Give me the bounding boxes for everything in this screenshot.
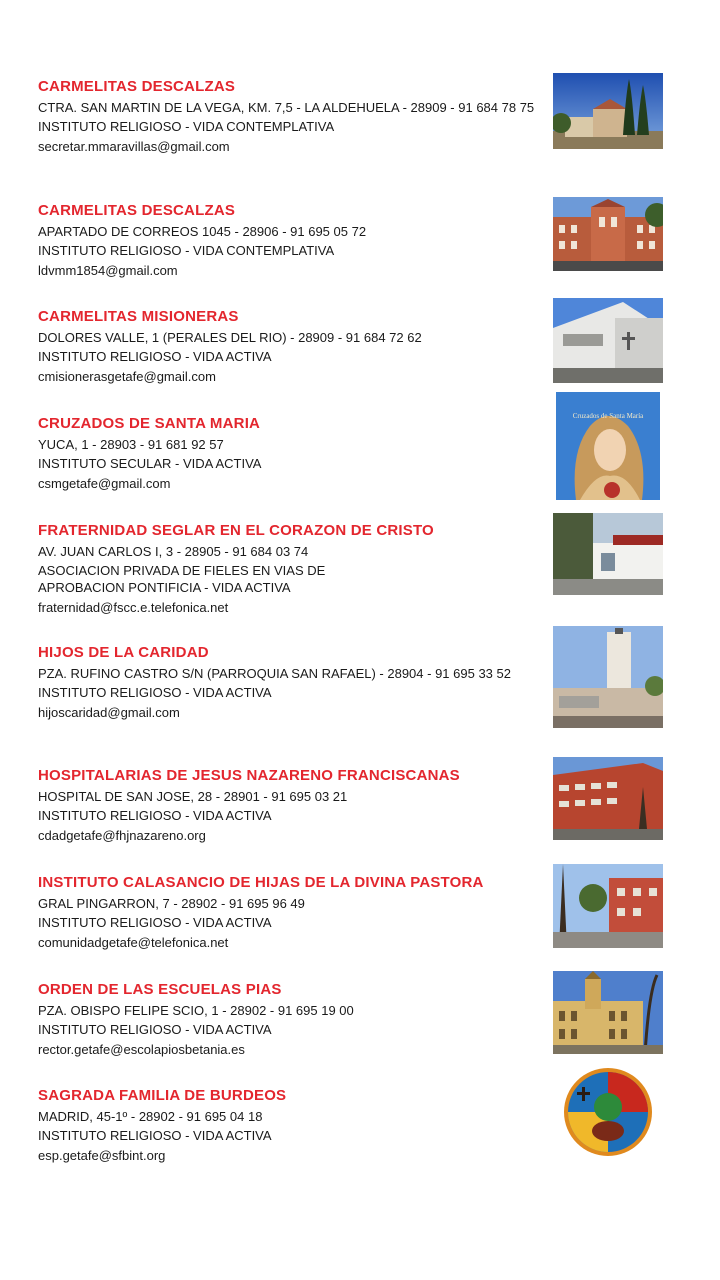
entry-type: INSTITUTO SECULAR - VIDA ACTIVA: [38, 456, 262, 471]
entry-name: CARMELITAS DESCALZAS: [38, 202, 236, 219]
entry-name: HOSPITALARIAS DE JESUS NAZARENO FRANCISCANAS: [38, 767, 460, 784]
photo-street-building: [553, 513, 663, 595]
photo-brick-building: [553, 197, 663, 271]
entry-address: PZA. RUFINO CASTRO S/N (PARROQUIA SAN RAFAEL) - 28904 - 91 695 33 52: [38, 666, 511, 681]
entry-address: CTRA. SAN MARTIN DE LA VEGA, KM. 7,5 - LA ALDEHUELA - 28909 - 91 684 78 75: [38, 100, 535, 115]
photo-holy-family-emblem: [556, 1067, 660, 1157]
photo-red-brick-hospital: [553, 757, 663, 840]
entry-email[interactable]: rector.getafe@escolapiosbetania.es: [38, 1042, 245, 1057]
photo-virgin-mary-statue: [556, 392, 660, 500]
entry-type: INSTITUTO RELIGIOSO - VIDA ACTIVA: [38, 1128, 272, 1143]
entry-carmelitas-misioneras: [38, 308, 538, 385]
photo-church-tower: [553, 626, 663, 728]
entry-email[interactable]: csmgetafe@gmail.com: [38, 476, 171, 491]
entry-type: INSTITUTO RELIGIOSO - VIDA ACTIVA: [38, 808, 272, 823]
entry-name: SAGRADA FAMILIA DE BURDEOS: [38, 1087, 287, 1104]
entry-email[interactable]: secretar.mmaravillas@gmail.com: [38, 139, 230, 154]
entry-hospitalarias-jesus-nazareno: [38, 767, 538, 844]
entry-type: INSTITUTO RELIGIOSO - VIDA CONTEMPLATIVA: [38, 243, 335, 258]
entry-type: INSTITUTO RELIGIOSO - VIDA CONTEMPLATIVA: [38, 119, 335, 134]
entry-email[interactable]: ldvmm1854@gmail.com: [38, 263, 178, 278]
entry-name: INSTITUTO CALASANCIO DE HIJAS DE LA DIVINA PASTORA: [38, 874, 484, 891]
entry-email[interactable]: cdadgetafe@fhjnazareno.org: [38, 828, 206, 843]
entry-email[interactable]: esp.getafe@sfbint.org: [38, 1148, 166, 1163]
entry-instituto-calasancio: [38, 874, 538, 951]
entry-email[interactable]: hijoscaridad@gmail.com: [38, 705, 180, 720]
entry-address: APARTADO DE CORREOS 1045 - 28906 - 91 695 05 72: [38, 224, 367, 239]
entry-address: YUCA, 1 - 28903 - 91 681 92 57: [38, 437, 224, 452]
entry-type: INSTITUTO RELIGIOSO - VIDA ACTIVA: [38, 915, 272, 930]
photo-white-church: [553, 298, 663, 383]
entry-address: AV. JUAN CARLOS I, 3 - 28905 - 91 684 03 74: [38, 544, 309, 559]
entry-carmelitas-descalzas-1: [38, 78, 538, 155]
photo-colegio-tower: [553, 971, 663, 1054]
entry-cruzados-de-santa-maria: [38, 415, 538, 492]
entry-orden-escuelas-pias: [38, 981, 538, 1058]
entry-hijos-de-la-caridad: [38, 644, 538, 721]
entry-address: HOSPITAL DE SAN JOSE, 28 - 28901 - 91 695 03 21: [38, 789, 348, 804]
entry-fraternidad-seglar: [38, 522, 538, 616]
photo-caption: Cruzados de Santa María: [572, 412, 644, 420]
entry-name: FRATERNIDAD SEGLAR EN EL CORAZON DE CRISTO: [38, 522, 434, 539]
entry-carmelitas-descalzas-2: [38, 202, 538, 279]
entry-email[interactable]: cmisionerasgetafe@gmail.com: [38, 369, 216, 384]
entry-name: CARMELITAS MISIONERAS: [38, 308, 239, 325]
entry-address: PZA. OBISPO FELIPE SCIO, 1 - 28902 - 91 695 19 00: [38, 1003, 354, 1018]
entry-email[interactable]: fraternidad@fscc.e.telefonica.net: [38, 600, 229, 615]
entry-sagrada-familia-burdeos: [38, 1087, 538, 1164]
entry-type: INSTITUTO RELIGIOSO - VIDA ACTIVA: [38, 1022, 272, 1037]
entry-name: CRUZADOS DE SANTA MARIA: [38, 415, 261, 432]
photo-convent-cypress: [553, 73, 663, 149]
entry-address: DOLORES VALLE, 1 (PERALES DEL RIO) - 28909 - 91 684 72 62: [38, 330, 422, 345]
entry-type: INSTITUTO RELIGIOSO - VIDA ACTIVA: [38, 685, 272, 700]
entry-type: INSTITUTO RELIGIOSO - VIDA ACTIVA: [38, 349, 272, 364]
entry-name: CARMELITAS DESCALZAS: [38, 78, 236, 95]
entry-type: ASOCIACION PRIVADA DE FIELES EN VIAS DE APROBACION PONTIFICIA - VIDA ACTIVA: [38, 563, 326, 595]
entry-name: ORDEN DE LAS ESCUELAS PIAS: [38, 981, 282, 998]
entry-name: HIJOS DE LA CARIDAD: [38, 644, 209, 661]
entry-email[interactable]: comunidadgetafe@telefonica.net: [38, 935, 229, 950]
photo-school-courtyard: [553, 864, 663, 948]
entry-address: GRAL PINGARRON, 7 - 28902 - 91 695 96 49: [38, 896, 305, 911]
entry-address: MADRID, 45-1º - 28902 - 91 695 04 18: [38, 1109, 263, 1124]
